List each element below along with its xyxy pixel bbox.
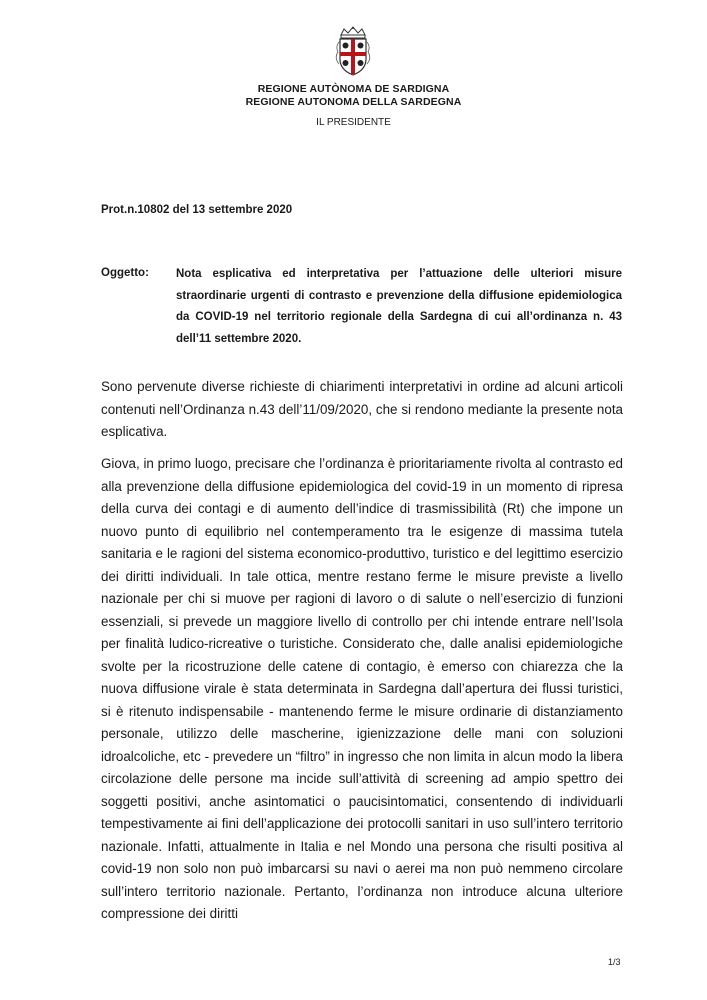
body-paragraph: Sono pervenute diverse richieste di chiarimenti interpretativi in ordine ad alcuni articoli contenuti nell’Ordinanza n.43 dell’11/09/2020, che si rendono mediante la presente nota esplicativa. [101, 379, 623, 439]
body-paragraph: Giova, in primo luogo, precisare che l’ordinanza è prioritariamente rivolta al contrasto ed alla prevenzione della diffusione epidemiologica del covid-19 in un momento di ripresa della curva dei contagi e di aumento dell’indice di trasmissibilità (Rt) che impone un nuovo punto di equilibrio nel contemperamento tra le esigenze di massima tutela sanitaria e le ragioni del sistema economico-produttivo, turistico e del legittimo esercizio dei diritti individuali. In tale ottica, mentre restano ferme le misure previste a livello nazionale per chi si muove per ragioni di lavoro o di salute o nell’esercizio di funzioni essenziali, si prevede un maggiore livello di controllo per chi intende entrare nell’Isola per finalità ludico-ricreative o turistiche. Considerato che, dalle analisi epidemiologiche svolte per la ricostruzione delle catene di contagio, è emerso con chiarezza che la nuova diffusione virale è stata determinata in Sardegna dall’apertura dei flussi turistici, si è ritenuto indispensabile - mantenendo ferme le misure ordinarie di distanziamento personale, utilizzo delle mascherine, igienizzazione delle mani con soluzioni idroalcoliche, etc - prevedere un “filtro” in ingresso che non limita in alcun modo la libera circolazione delle persone ma incide sull’attività di screening ad ampio spettro dei soggetti positivi, anche asintomatici o paucisintomatici, consentendo di individuarli tempestivamente ai fini dell’applicazione dei protocolli sanitari in uso sull’intero territorio nazionale. Infatti, attualmente in Italia e nel Mondo una persona che risulti positiva al covid-19 non solo non può imbarcarsi su navi o aerei ma non può nemmeno circolare sull’intero territorio nazionale. Pertanto, l’ordinanza non introduce alcuna ulteriore compressione dei diritti [101, 456, 623, 921]
protocol-number: Prot.n.10802 del 13 settembre 2020 [101, 204, 293, 216]
subject-text: Nota esplicativa ed interpretativa per l’attuazione delle ulteriori misure straordinarie urgenti di contrasto e prevenzione della diffusione epidemiologica da COVID-19 nel territorio regionale della Sardegna di cui all’ordinanza n. 43 dell’11 settembre 2020. [176, 268, 622, 345]
subject-label: Oggetto: [101, 267, 149, 279]
header-region-italian: REGIONE AUTONOMA DELLA SARDEGNA [245, 96, 462, 108]
sardinia-coat-of-arms-icon [332, 26, 374, 76]
header-office: IL PRESIDENTE [316, 117, 391, 128]
header-region-sardinian: REGIONE AUTÒNOMA DE SARDIGNA [257, 83, 450, 95]
page-number: 1/3 [608, 957, 621, 967]
